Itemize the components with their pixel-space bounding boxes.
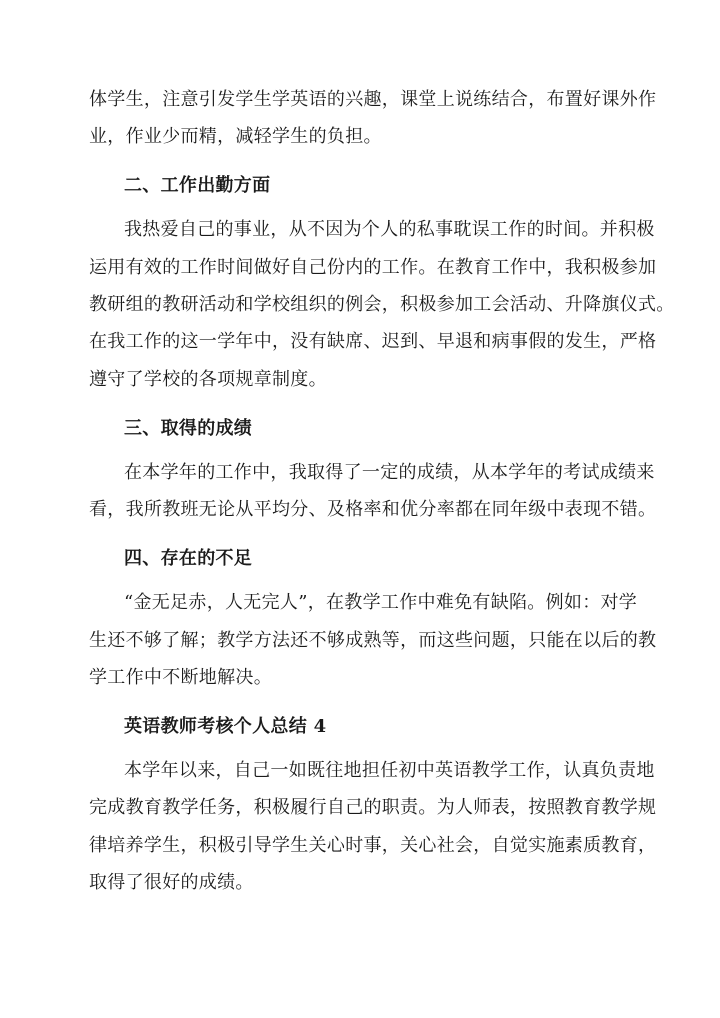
section-heading-achievements: 三、取得的成绩 (124, 418, 253, 439)
paragraph-line: 完成教育教学任务，积极履行自己的职责。为人师表，按照教育教学规 (89, 797, 657, 818)
paragraph-line: 律培养学生，积极引导学生关心时事，关心社会，自觉实施素质教育， (89, 835, 657, 856)
paragraph-line: “金无足赤，人无完人”，在教学工作中难免有缺陷。例如：对学 (124, 592, 638, 613)
paragraph-line: 在本学年的工作中，我取得了一定的成绩，从本学年的考试成绩来 (124, 462, 655, 483)
paragraph-line: 本学年以来，自己一如既往地担任初中英语教学工作，认真负责地 (124, 760, 655, 781)
paragraph-line: 在我工作的这一学年中，没有缺席、迟到、早退和病事假的发生，严格 (89, 331, 657, 352)
paragraph-line: 看，我所教班无论从平均分、及格率和优分率都在同年级中表现不错。 (89, 499, 657, 520)
paragraph-line: 遵守了学校的各项规章制度。 (89, 369, 327, 390)
paragraph-line: 我热爱自己的事业，从不因为个人的私事耽误工作的时间。并积极 (124, 219, 655, 240)
paragraph-line: 教研组的教研活动和学校组织的例会，积极参加工会活动、升降旗仪式。 (89, 294, 675, 315)
summary-title: 英语教师考核个人总结 4 (124, 716, 327, 737)
paragraph-line: 学工作中不断地解决。 (89, 667, 272, 688)
section-heading-shortcomings: 四、存在的不足 (124, 548, 253, 569)
paragraph-line: 运用有效的工作时间做好自己份内的工作。在教育工作中，我积极参加 (89, 257, 657, 278)
paragraph-line: 业，作业少而精，减轻学生的负担。 (89, 126, 382, 147)
paragraph-line: 体学生，注意引发学生学英语的兴趣，课堂上说练结合，布置好课外作 (89, 89, 657, 110)
paragraph-line: 取得了很好的成绩。 (89, 872, 254, 893)
paragraph-line: 生还不够了解；教学方法还不够成熟等，而这些问题，只能在以后的教 (89, 630, 657, 651)
section-heading-attendance: 二、工作出勤方面 (124, 175, 271, 196)
